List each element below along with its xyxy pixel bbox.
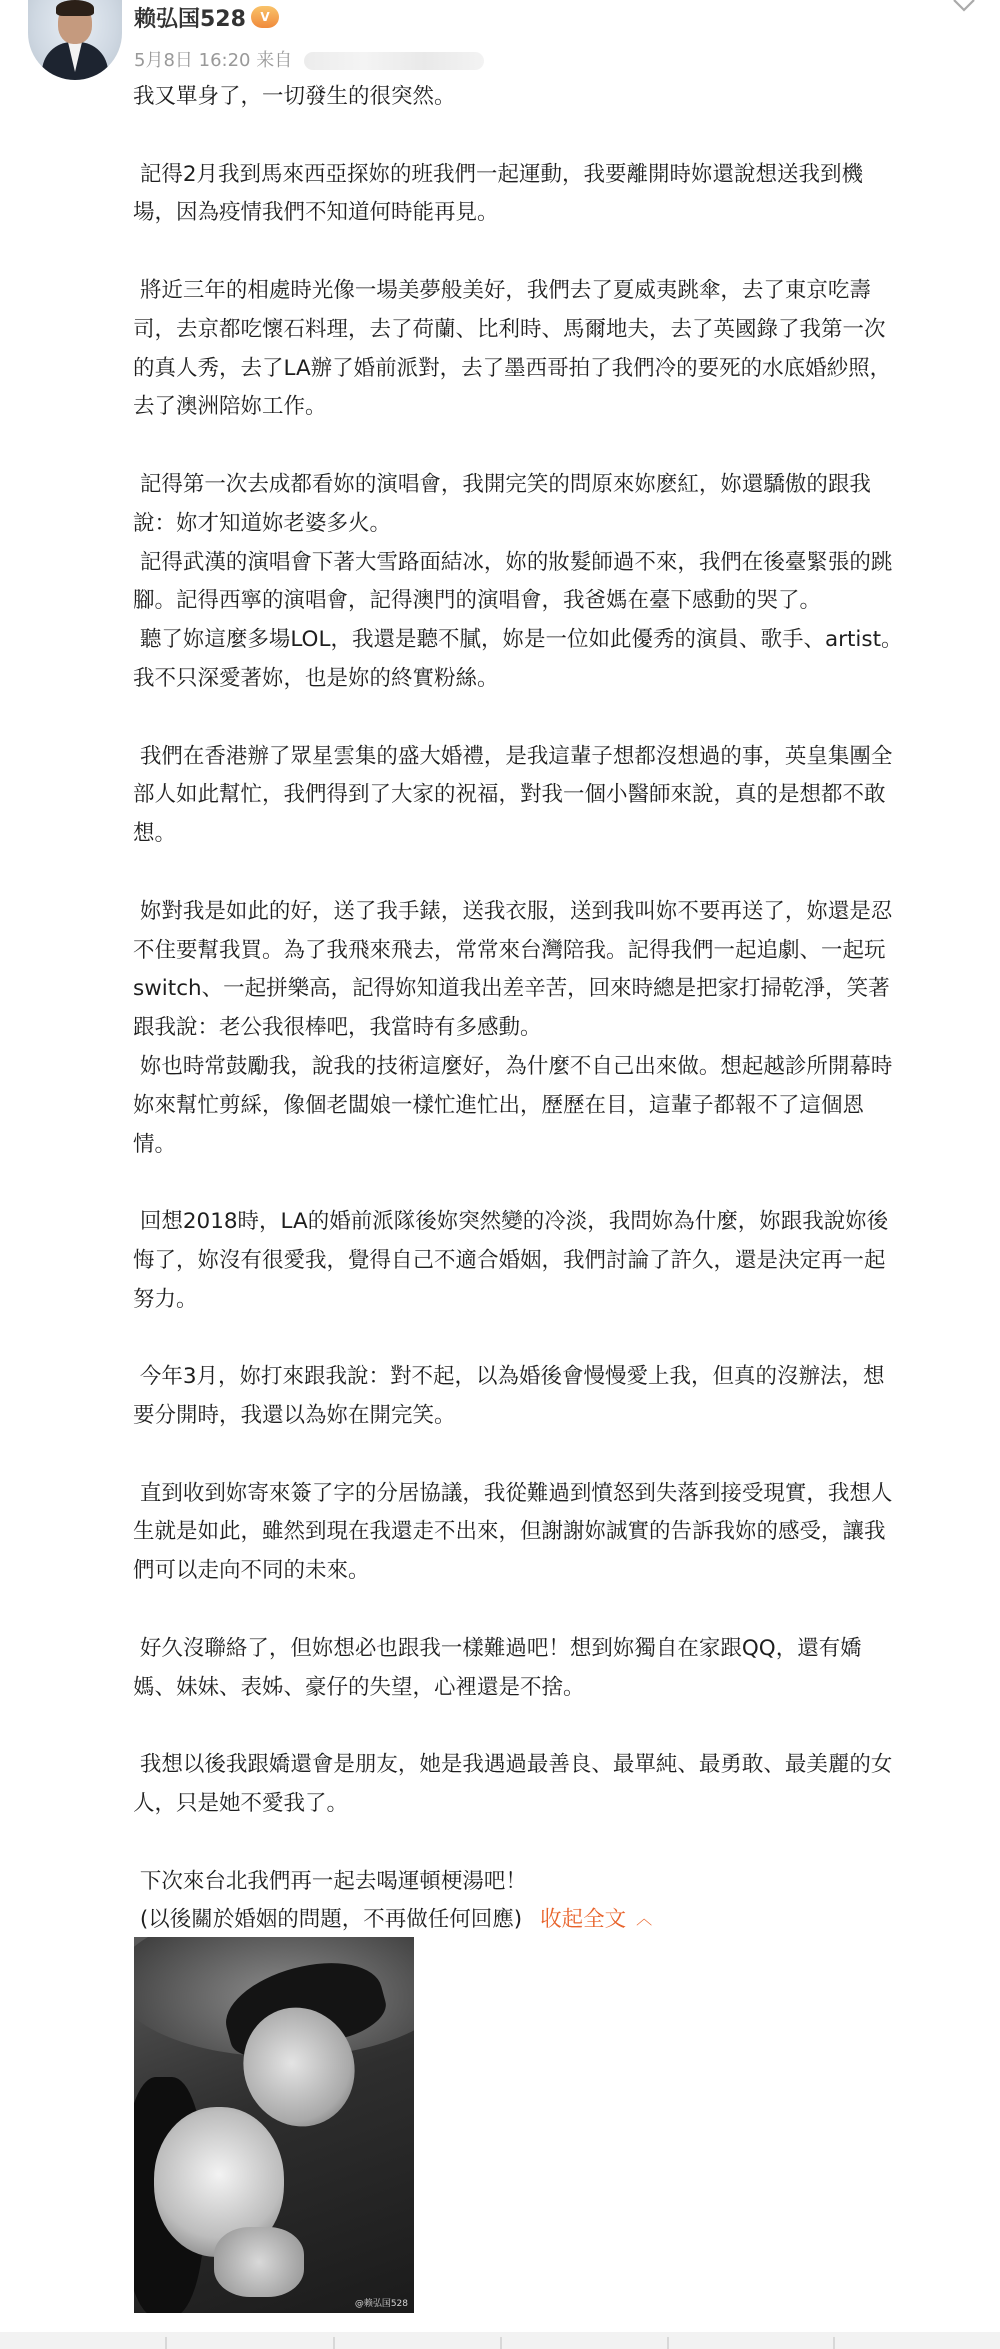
post-line: 不住要幫我買。為了我飛來飛去，常常來台灣陪我。記得我們一起追劇、一起玩 [133,937,886,963]
post-line: 的真人秀，去了LA辦了婚前派對，去了墨西哥拍了我們冷的要死的水底婚紗照， [133,355,892,381]
post-line: 想。 [133,821,177,847]
post-line: 直到收到妳寄來簽了字的分居協議，我從難過到憤怒到失落到接受現實，我想人 [133,1480,893,1506]
post-line: 情。 [133,1131,177,1157]
post-line: 悔了，妳沒有很愛我，覺得自己不適合婚姻，我們討論了許久，還是決定再一起 [133,1247,886,1273]
post-line: 今年3月，妳打來跟我說：對不起，以為婚後會慢慢愛上我，但真的沒辦法，想 [133,1364,885,1390]
post-line: 司，去京都吃懷石料理，去了荷蘭、比利時、馬爾地夫，去了英國錄了我第一次 [133,316,886,342]
post-line: 我不只深愛著妳，也是妳的終實粉絲。 [133,665,499,691]
post-line: 記得2月我到馬來西亞探妳的班我們一起運動，我要離開時妳還說想送我到機 [133,161,864,187]
post-line: 去了澳洲陪妳工作。 [133,394,327,420]
photo-watermark: @赖弘国528 [354,2299,408,2309]
post-line: 妳對我是如此的好，送了我手錶，送我衣服，送到我叫妳不要再送了，妳還是忍 [133,898,893,924]
chevron-up-icon[interactable]: ︿ [636,1909,653,1929]
post-line: 說：妳才知道妳老婆多火。 [133,510,392,536]
post-source-label: 来自 [256,50,293,71]
post-line: 記得武漢的演唱會下著大雪路面結冰，妳的妝髮師過不來，我們在後臺緊張的跳 [133,549,893,575]
chevron-down-icon[interactable] [950,0,978,14]
post-line: 聽了妳這麼多場LOL，我還是聽不膩，妳是一位如此優秀的演員、歌手、artist。 [133,627,903,653]
post-line: 好久沒聯絡了，但妳想必也跟我一樣難過吧！想到妳獨自在家跟QQ，還有嬌 [133,1635,862,1661]
post-line: 我又單身了，一切發生的很突然。 [133,84,456,109]
post-disclaimer: (以後關於婚姻的問題，不再做任何回應) [133,1907,523,1933]
post-photo[interactable] [134,1937,414,2313]
username[interactable]: 赖弘国528 [134,7,246,32]
blurred-source [304,52,484,70]
collapse-label[interactable]: 收起全文 [540,1907,627,1933]
post-line: 要分開時，我還以為妳在開完笑。 [133,1403,456,1429]
post-meta [134,46,484,72]
collapse-full-text-link[interactable] [540,1907,652,1932]
action-bar [0,2332,1000,2349]
post-line: 下次來台北我們再一起去喝運頓梗湯吧！ [133,1868,527,1894]
post-line: 妳也時常鼓勵我，說我的技術這麼好，為什麼不自己出來做。想起越診所開幕時 [133,1053,893,1079]
post-line: 我們在香港辦了眾星雲集的盛大婚禮，是我這輩子想都沒想過的事，英皇集團全 [133,743,893,769]
post-line: 我想以後我跟嬌還會是朋友，她是我遇過最善良、最單純、最勇敢、最美麗的女 [133,1752,893,1778]
post-line: 人，只是她不愛我了。 [133,1791,349,1817]
post-line: 記得第一次去成都看妳的演唱會，我開完笑的問原來妳麽紅，妳還驕傲的跟我 [133,471,871,497]
post-line: 們可以走向不同的未來。 [133,1558,370,1584]
post-header [0,0,1000,80]
post-date[interactable]: 5月8日 16:20 [134,50,251,71]
post-line: 媽、妹妹、表姊、豪仔的失望，心裡還是不捨。 [133,1674,585,1700]
post-last-line [133,1901,983,1941]
post-line: 場，因為疫情我們不知道何時能再見。 [133,200,499,226]
post-line: 跟我說：老公我很棒吧，我當時有多感動。 [133,1015,542,1041]
post-line: 努力。 [133,1286,198,1312]
post-line: 回想2018時，LA的婚前派隊後妳突然變的冷淡，我問妳為什麼，妳跟我說妳後 [133,1209,889,1235]
post-line: 部人如此幫忙，我們得到了大家的祝福，對我一個小醫師來說，真的是想都不敢 [133,782,886,808]
avatar[interactable] [28,0,122,80]
post-line: 將近三年的相處時光像一場美夢般美好，我們去了夏威夷跳傘，去了東京吃壽 [133,277,871,303]
post-line: 妳來幫忙剪綵，像個老闆娘一樣忙進忙出，歷歷在目，這輩子都報不了這個恩 [133,1092,865,1118]
post-line: 生就是如此，雖然到現在我還走不出來，但謝謝妳誠實的告訴我妳的感受，讓我 [133,1519,886,1545]
post-line: 腳。記得西寧的演唱會，記得澳門的演唱會，我爸媽在臺下感動的哭了。 [133,588,822,614]
post-body [133,78,983,1941]
vip-badge-icon: V [251,6,279,28]
post-line: switch、一起拼樂高，記得妳知道我出差辛苦，回來時總是把家打掃乾淨，笑著 [133,976,890,1002]
